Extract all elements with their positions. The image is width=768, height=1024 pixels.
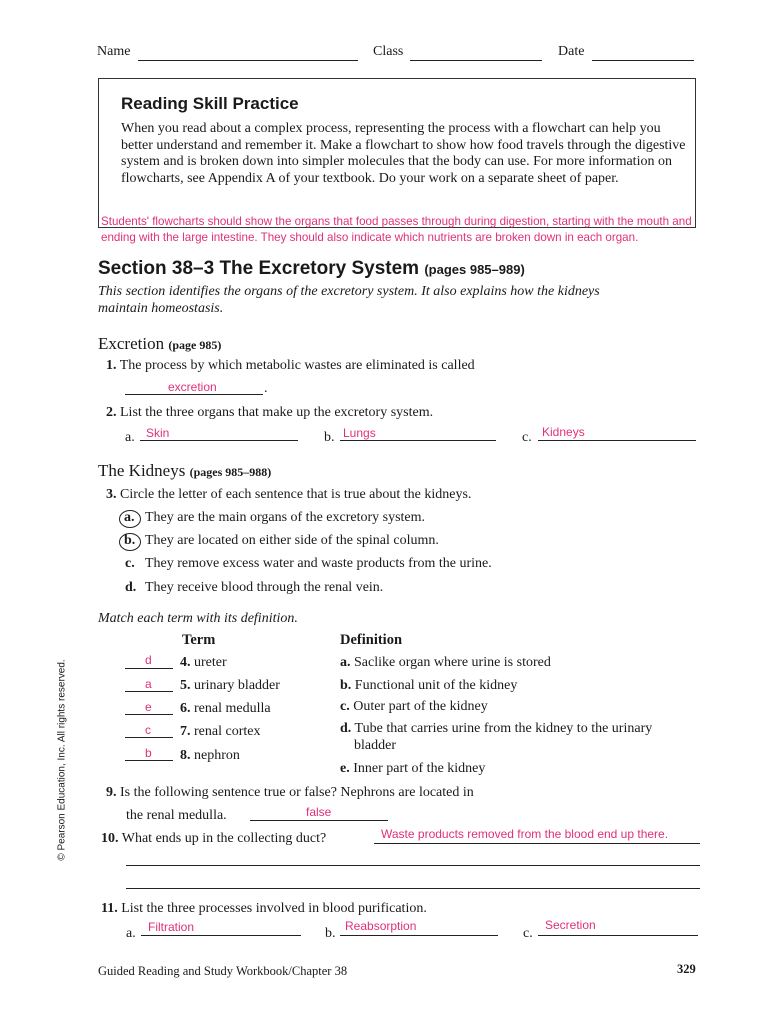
question-10-answer-line-3[interactable] bbox=[126, 888, 700, 889]
term-5 bbox=[180, 678, 280, 694]
definition-a-letter: a. bbox=[340, 655, 351, 670]
term-8-answer-line[interactable] bbox=[125, 760, 173, 761]
term-5-number: 5. bbox=[180, 678, 191, 693]
reading-skill-title: Reading Skill Practice bbox=[121, 94, 299, 113]
section-intro: This section identifies the organs of the excretory system. It also explains how the kidneys maintain homeostasis. bbox=[98, 284, 600, 316]
term-4-answer: d bbox=[145, 653, 152, 667]
excretion-pages: (page 985) bbox=[168, 338, 222, 352]
term-5-answer-line[interactable] bbox=[125, 691, 173, 692]
term-5-text: urinary bladder bbox=[194, 678, 280, 693]
question-2-option-b-answer: Lungs bbox=[343, 426, 376, 440]
term-7 bbox=[180, 724, 260, 740]
copyright-notice: © Pearson Education, Inc. All rights reserved. bbox=[56, 659, 68, 861]
question-3-option-d-letter[interactable]: d. bbox=[125, 580, 137, 595]
excretion-heading-text: Excretion bbox=[98, 334, 165, 353]
question-11-option-a-answer: Filtration bbox=[148, 920, 195, 934]
term-8 bbox=[180, 748, 240, 764]
question-11-option-c-line[interactable] bbox=[538, 935, 698, 936]
question-10-answer: Waste products removed from the blood end up there. bbox=[381, 827, 669, 841]
term-8-number: 8. bbox=[180, 748, 191, 763]
question-3-text: Circle the letter of each sentence that is true about the kidneys. bbox=[120, 487, 472, 502]
question-10 bbox=[101, 831, 326, 847]
question-2-option-c-answer: Kidneys bbox=[542, 425, 585, 439]
term-7-number: 7. bbox=[180, 724, 191, 739]
question-3-option-c-text: They remove excess water and waste products from the urine. bbox=[145, 556, 492, 571]
section-title bbox=[98, 258, 525, 280]
kidneys-pages: (pages 985–988) bbox=[189, 465, 272, 479]
kidneys-heading bbox=[98, 461, 271, 481]
term-6 bbox=[180, 701, 271, 717]
question-11-option-a-letter: a. bbox=[126, 926, 136, 941]
question-2-option-a-answer: Skin bbox=[146, 426, 170, 440]
question-2-option-a-line[interactable] bbox=[140, 440, 298, 441]
question-3-option-a-text: They are the main organs of the excretory system. bbox=[145, 510, 426, 525]
definition-c-letter: c. bbox=[340, 699, 350, 714]
question-11-option-a-line[interactable] bbox=[141, 935, 301, 936]
definition-b bbox=[340, 677, 517, 694]
date-field[interactable] bbox=[592, 60, 694, 61]
question-10-answer-line-1[interactable] bbox=[374, 843, 700, 844]
footer-title: Guided Reading and Study Workbook/Chapter 38 bbox=[98, 964, 348, 978]
term-5-answer: a bbox=[145, 677, 152, 691]
question-11-option-b-letter: b. bbox=[325, 926, 336, 941]
question-2-option-c-letter: c. bbox=[522, 430, 532, 445]
question-1 bbox=[106, 358, 475, 374]
section-pages: (pages 985–989) bbox=[424, 262, 525, 277]
question-11-number: 11. bbox=[101, 901, 118, 916]
definition-d-letter: d. bbox=[340, 721, 352, 736]
question-10-answer-line-2[interactable] bbox=[126, 865, 700, 866]
term-4-text: ureter bbox=[194, 655, 227, 670]
excretion-heading bbox=[98, 334, 221, 354]
question-3-option-b-letter[interactable]: b. bbox=[124, 533, 136, 548]
class-field[interactable] bbox=[410, 60, 542, 61]
date-label: Date bbox=[558, 44, 585, 59]
definition-d bbox=[340, 720, 684, 754]
question-11-option-c-answer: Secretion bbox=[545, 918, 596, 932]
question-3-option-d-text: They receive blood through the renal vein. bbox=[145, 580, 384, 595]
question-3 bbox=[106, 487, 471, 503]
question-3-option-c-letter[interactable]: c. bbox=[125, 556, 135, 571]
term-7-answer: c bbox=[145, 723, 151, 737]
question-2-text: List the three organs that make up the excretory system. bbox=[120, 405, 434, 420]
definition-a bbox=[340, 654, 551, 671]
term-4 bbox=[180, 655, 227, 671]
question-10-text: What ends up in the collecting duct? bbox=[121, 831, 327, 846]
question-1-answer: excretion bbox=[168, 380, 217, 394]
class-label: Class bbox=[373, 44, 404, 59]
question-11-option-c-letter: c. bbox=[523, 926, 533, 941]
definition-b-text: Functional unit of the kidney bbox=[354, 678, 518, 693]
question-9-text: Is the following sentence true or false? Nephrons are located in bbox=[120, 785, 474, 800]
definition-d-text: Tube that carries urine from the kidney to the urinary bladder bbox=[354, 721, 653, 753]
term-header: Term bbox=[182, 632, 216, 648]
name-label: Name bbox=[97, 44, 131, 59]
question-9-answer-line[interactable] bbox=[250, 820, 388, 821]
definition-header: Definition bbox=[340, 632, 403, 648]
question-11-option-b-answer: Reabsorption bbox=[345, 919, 417, 933]
question-11-option-b-line[interactable] bbox=[340, 935, 498, 936]
definition-b-letter: b. bbox=[340, 678, 352, 693]
question-9-answer: false bbox=[306, 805, 332, 819]
question-2-number: 2. bbox=[106, 405, 117, 420]
question-1-number: 1. bbox=[106, 358, 117, 373]
kidneys-heading-text: The Kidneys bbox=[98, 461, 186, 480]
question-2-option-b-line[interactable] bbox=[340, 440, 496, 441]
name-field[interactable] bbox=[138, 60, 358, 61]
question-1-answer-line[interactable] bbox=[125, 394, 263, 395]
term-6-answer: e bbox=[145, 700, 152, 714]
page-number: 329 bbox=[677, 962, 696, 976]
definition-e-text: Inner part of the kidney bbox=[353, 761, 486, 776]
question-1-period: . bbox=[264, 381, 268, 396]
term-8-text: nephron bbox=[194, 748, 240, 763]
definition-e bbox=[340, 760, 485, 777]
question-11 bbox=[101, 901, 427, 917]
question-3-option-a-letter[interactable]: a. bbox=[124, 510, 135, 525]
term-7-text: renal cortex bbox=[194, 724, 261, 739]
term-7-answer-line[interactable] bbox=[125, 737, 173, 738]
term-6-text: renal medulla bbox=[194, 701, 271, 716]
question-1-text: The process by which metabolic wastes are eliminated is called bbox=[119, 358, 475, 373]
term-4-answer-line[interactable] bbox=[125, 668, 173, 669]
definition-e-letter: e. bbox=[340, 761, 350, 776]
question-3-option-b-text: They are located on either side of the spinal column. bbox=[145, 533, 439, 548]
term-4-number: 4. bbox=[180, 655, 191, 670]
question-2-option-b-letter: b. bbox=[324, 430, 335, 445]
section-title-text: Section 38–3 The Excretory System bbox=[98, 258, 420, 279]
term-6-number: 6. bbox=[180, 701, 191, 716]
match-instruction: Match each term with its definition. bbox=[98, 611, 298, 626]
definition-c-text: Outer part of the kidney bbox=[353, 699, 488, 714]
definition-a-text: Saclike organ where urine is stored bbox=[354, 655, 551, 670]
definition-c bbox=[340, 698, 488, 715]
question-2-option-a-letter: a. bbox=[125, 430, 135, 445]
question-9-text-continued: the renal medulla. bbox=[126, 808, 227, 823]
reading-skill-body: When you read about a complex process, representing the process with a flowchart can help you better understand and remember it. Make a flowchart to show how food travels through the digestive system and is broken down into simpler molecules that the body can use. For more information on flowcharts, see Appendix A of your textbook. Do your work on a separate sheet of paper. bbox=[121, 121, 686, 186]
question-2 bbox=[106, 405, 433, 421]
reading-skill-answer: Students' flowcharts should show the organs that food passes through during digestion, starting with the mouth and ending with the large intestine. They should also indicate which nutrients are broken down in each organ. bbox=[101, 215, 692, 244]
question-9 bbox=[106, 785, 474, 801]
question-3-number: 3. bbox=[106, 487, 117, 502]
question-2-option-c-line[interactable] bbox=[538, 440, 696, 441]
term-6-answer-line[interactable] bbox=[125, 714, 173, 715]
term-8-answer: b bbox=[145, 746, 152, 760]
question-11-text: List the three processes involved in blood purification. bbox=[121, 901, 427, 916]
question-10-number: 10. bbox=[101, 831, 119, 846]
question-9-number: 9. bbox=[106, 785, 117, 800]
